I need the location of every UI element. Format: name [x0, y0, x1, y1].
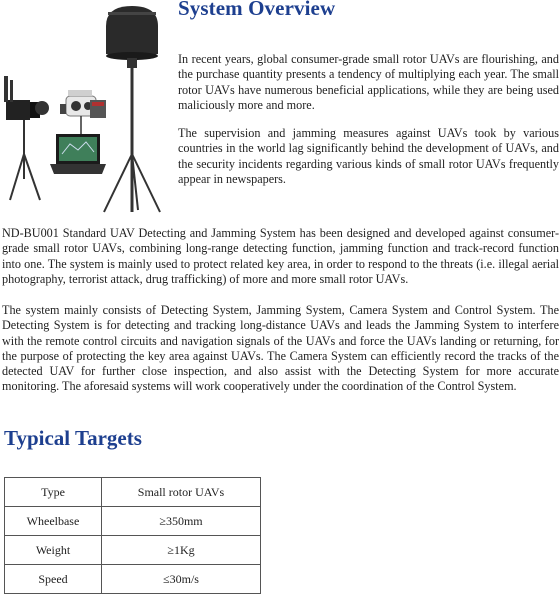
- system-components-paragraph: The system mainly consists of Detecting System, Jamming System, Camera System and Control System. The Detecting System is for detecting and tracking long-distance UAVs and leads the Jamming System to interfere with the remote control circuits and navigation signals of the UAVs and force the UAVs landing or returning, for the purpose of protecting the key area against UAVs. The Camera System can efficiently record the tracks of the detected UAV for further close inspection, and also assist with the Detecting System for more accurate monitoring. The aforesaid systems will work cooperatively under the coordination of the Control System.: [2, 303, 559, 394]
- table-key-cell: Type: [5, 478, 102, 507]
- table-value-cell: ≤30m/s: [102, 565, 261, 594]
- table-key-cell: Weight: [5, 536, 102, 565]
- laptop-icon: [50, 134, 106, 174]
- table-key-cell: Wheelbase: [5, 507, 102, 536]
- table-value-cell: ≥1Kg: [102, 536, 261, 565]
- typical-targets-table: [4, 477, 261, 594]
- table-value-cell: Small rotor UAVs: [102, 478, 261, 507]
- equipment-case-icon: [90, 100, 106, 118]
- tripod-mast: [104, 66, 160, 212]
- table-row: [5, 478, 261, 507]
- section-title-typical-targets: Typical Targets: [4, 426, 142, 450]
- overview-paragraph-2: The supervision and jamming measures against UAVs took by various countries in the world lag significantly behind the development of UAVs, and the security incidents regarding various kinds of small rotor UAVs frequently appear in newspapers.: [178, 126, 559, 186]
- table-row: [5, 536, 261, 565]
- table-row: [5, 565, 261, 594]
- system-description-paragraph: ND-BU001 Standard UAV Detecting and Jamming System has been designed and developed against consumer-grade small rotor UAVs, combining long-range detecting function, jamming function and track-record function into one. The system is mainly used to protect related key area, in order to respond to the threats (i.e. illegal aerial photography, terrorist attack, drug trafficking) of more and more small rotor UAVs.: [2, 226, 559, 286]
- jammer-unit-icon: [4, 76, 49, 200]
- table-row: [5, 507, 261, 536]
- product-photo: [4, 4, 172, 216]
- table-key-cell: Speed: [5, 565, 102, 594]
- page-title: System Overview: [178, 0, 336, 20]
- radar-dome-icon: [106, 6, 158, 68]
- overview-paragraph-1: In recent years, global consumer-grade small rotor UAVs are flourishing, and the purchase quantity presents a tendency of multiplying each year. The small rotor UAVs have numerous beneficial applications, while they are being used maliciously more and more.: [178, 52, 559, 112]
- table-value-cell: ≥350mm: [102, 507, 261, 536]
